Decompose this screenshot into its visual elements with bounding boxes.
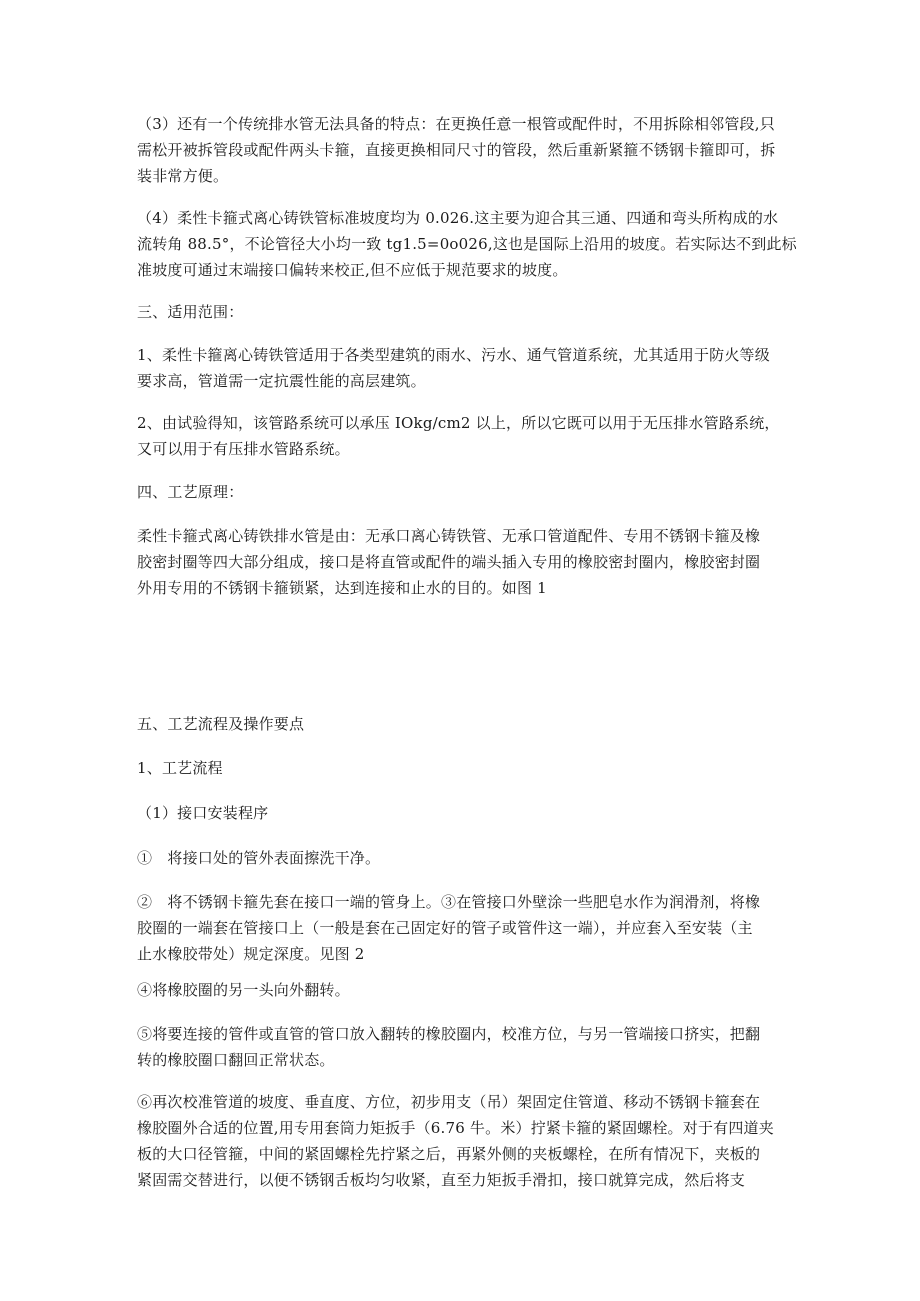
text-line: 止水橡胶带处）规定深度。见图 2 (137, 945, 365, 963)
text-line: 胶密封圈等四大部分组成，接口是将直管或配件的端头插入专用的橡胶密封圈内，橡胶密封圈 (137, 553, 761, 571)
text-line: （4）柔性卡箍式离心铸铁管标准坡度均为 0.026.这主要为迎合其三通、四通和弯头所构成的水 (137, 209, 779, 227)
step-2-3 (137, 889, 787, 967)
text-line: ② 将不锈钢卡箍先套在接口一端的管身上。③在管接口外壁涂一些肥皂水作为润滑剂，将橡 (137, 893, 761, 911)
text-line: 需松开被拆管段或配件两头卡箍，直接更换相同尺寸的管段，然后重新紧箍不锈钢卡箍即可，拆 (137, 141, 776, 159)
text-line: ⑥再次校准管道的坡度、垂直度、方位，初步用支（吊）架固定住管道、移动不锈钢卡箍套在 (137, 1093, 761, 1111)
text-line: 装非常方便。 (137, 167, 229, 185)
step-6 (137, 1089, 787, 1193)
text-line: 紧固需交替进行，以便不锈钢舌板均匀收紧，直至力矩扳手滑扣，接口就算完成，然后将支 (137, 1171, 746, 1189)
paragraph-4-slope (137, 205, 797, 283)
text-line: ④将橡胶圈的另一头向外翻转。 (137, 981, 350, 999)
step-1 (137, 845, 787, 871)
paragraph-principle (137, 523, 787, 601)
text-line: 转的橡胶圈口翻回正常状态。 (137, 1051, 335, 1069)
subsection-heading: （1）接口安装程序 (137, 804, 269, 822)
text-line: 准坡度可通过末端接口偏转来校正,但不应低于规范要求的坡度。 (137, 261, 568, 279)
heading-principle (137, 479, 787, 505)
text-line: ⑤将要连接的管件或直管的管口放入翻转的橡胶圈内，校准方位，与另一管端接口挤实，把翻 (137, 1025, 761, 1043)
text-line: （3）还有一个传统排水管无法具备的特点：在更换任意一根管或配件时，不用拆除相邻管段,只 (137, 115, 775, 133)
section-heading: 四、工艺原理： (137, 483, 244, 501)
subheading-process-flow (137, 755, 787, 781)
section-heading: 三、适用范围： (137, 303, 244, 321)
text-line: 要求高，管道需一定抗震性能的高层建筑。 (137, 372, 426, 390)
subheading-joint-install (137, 800, 787, 826)
paragraph-3-feature (137, 111, 787, 189)
heading-process (137, 711, 787, 737)
text-line: 流转角 88.5°，不论管径大小均一致 tg1.5=0o026,这也是国际上沿用的坡度。若实际达不到此标 (137, 235, 797, 253)
text-line: 外用专用的不锈钢卡箍锁紧，达到连接和止水的目的。如图 1 (137, 579, 547, 597)
step-5 (137, 1021, 787, 1073)
text-line: 1、柔性卡箍离心铸铁管适用于各类型建筑的雨水、污水、通气管道系统，尤其适用于防火等级 (137, 346, 770, 364)
step-4 (137, 977, 787, 1003)
text-line: 柔性卡箍式离心铸铁排水管是由：无承口离心铸铁管、无承口管道配件、专用不锈钢卡箍及橡 (137, 527, 761, 545)
heading-scope (137, 299, 787, 325)
text-line: 又可以用于有压排水管路系统。 (137, 440, 350, 458)
paragraph-scope-2 (137, 410, 787, 462)
section-heading: 五、工艺流程及操作要点 (137, 715, 305, 733)
text-line: ① 将接口处的管外表面擦洗干净。 (137, 849, 381, 867)
text-line: 2、由试验得知，该管路系统可以承压 IOkg/cm2 以上，所以它既可以用于无压排水管路系统， (137, 414, 780, 432)
text-line: 橡胶圈外合适的位置,用专用套筒力矩扳手（6.76 牛。米）拧紧卡箍的紧固螺栓。对于有四道夹 (137, 1119, 774, 1137)
text-line: 胶圈的一端套在管接口上（一般是套在己固定好的管子或管件这一端），并应套入至安装（主 (137, 919, 753, 937)
text-line: 板的大口径管箍，中间的紧固螺栓先拧紧之后，再紧外侧的夹板螺栓，在所有情况下，夹板的 (137, 1145, 761, 1163)
paragraph-scope-1 (137, 342, 787, 394)
subsection-heading: 1、工艺流程 (137, 759, 223, 777)
